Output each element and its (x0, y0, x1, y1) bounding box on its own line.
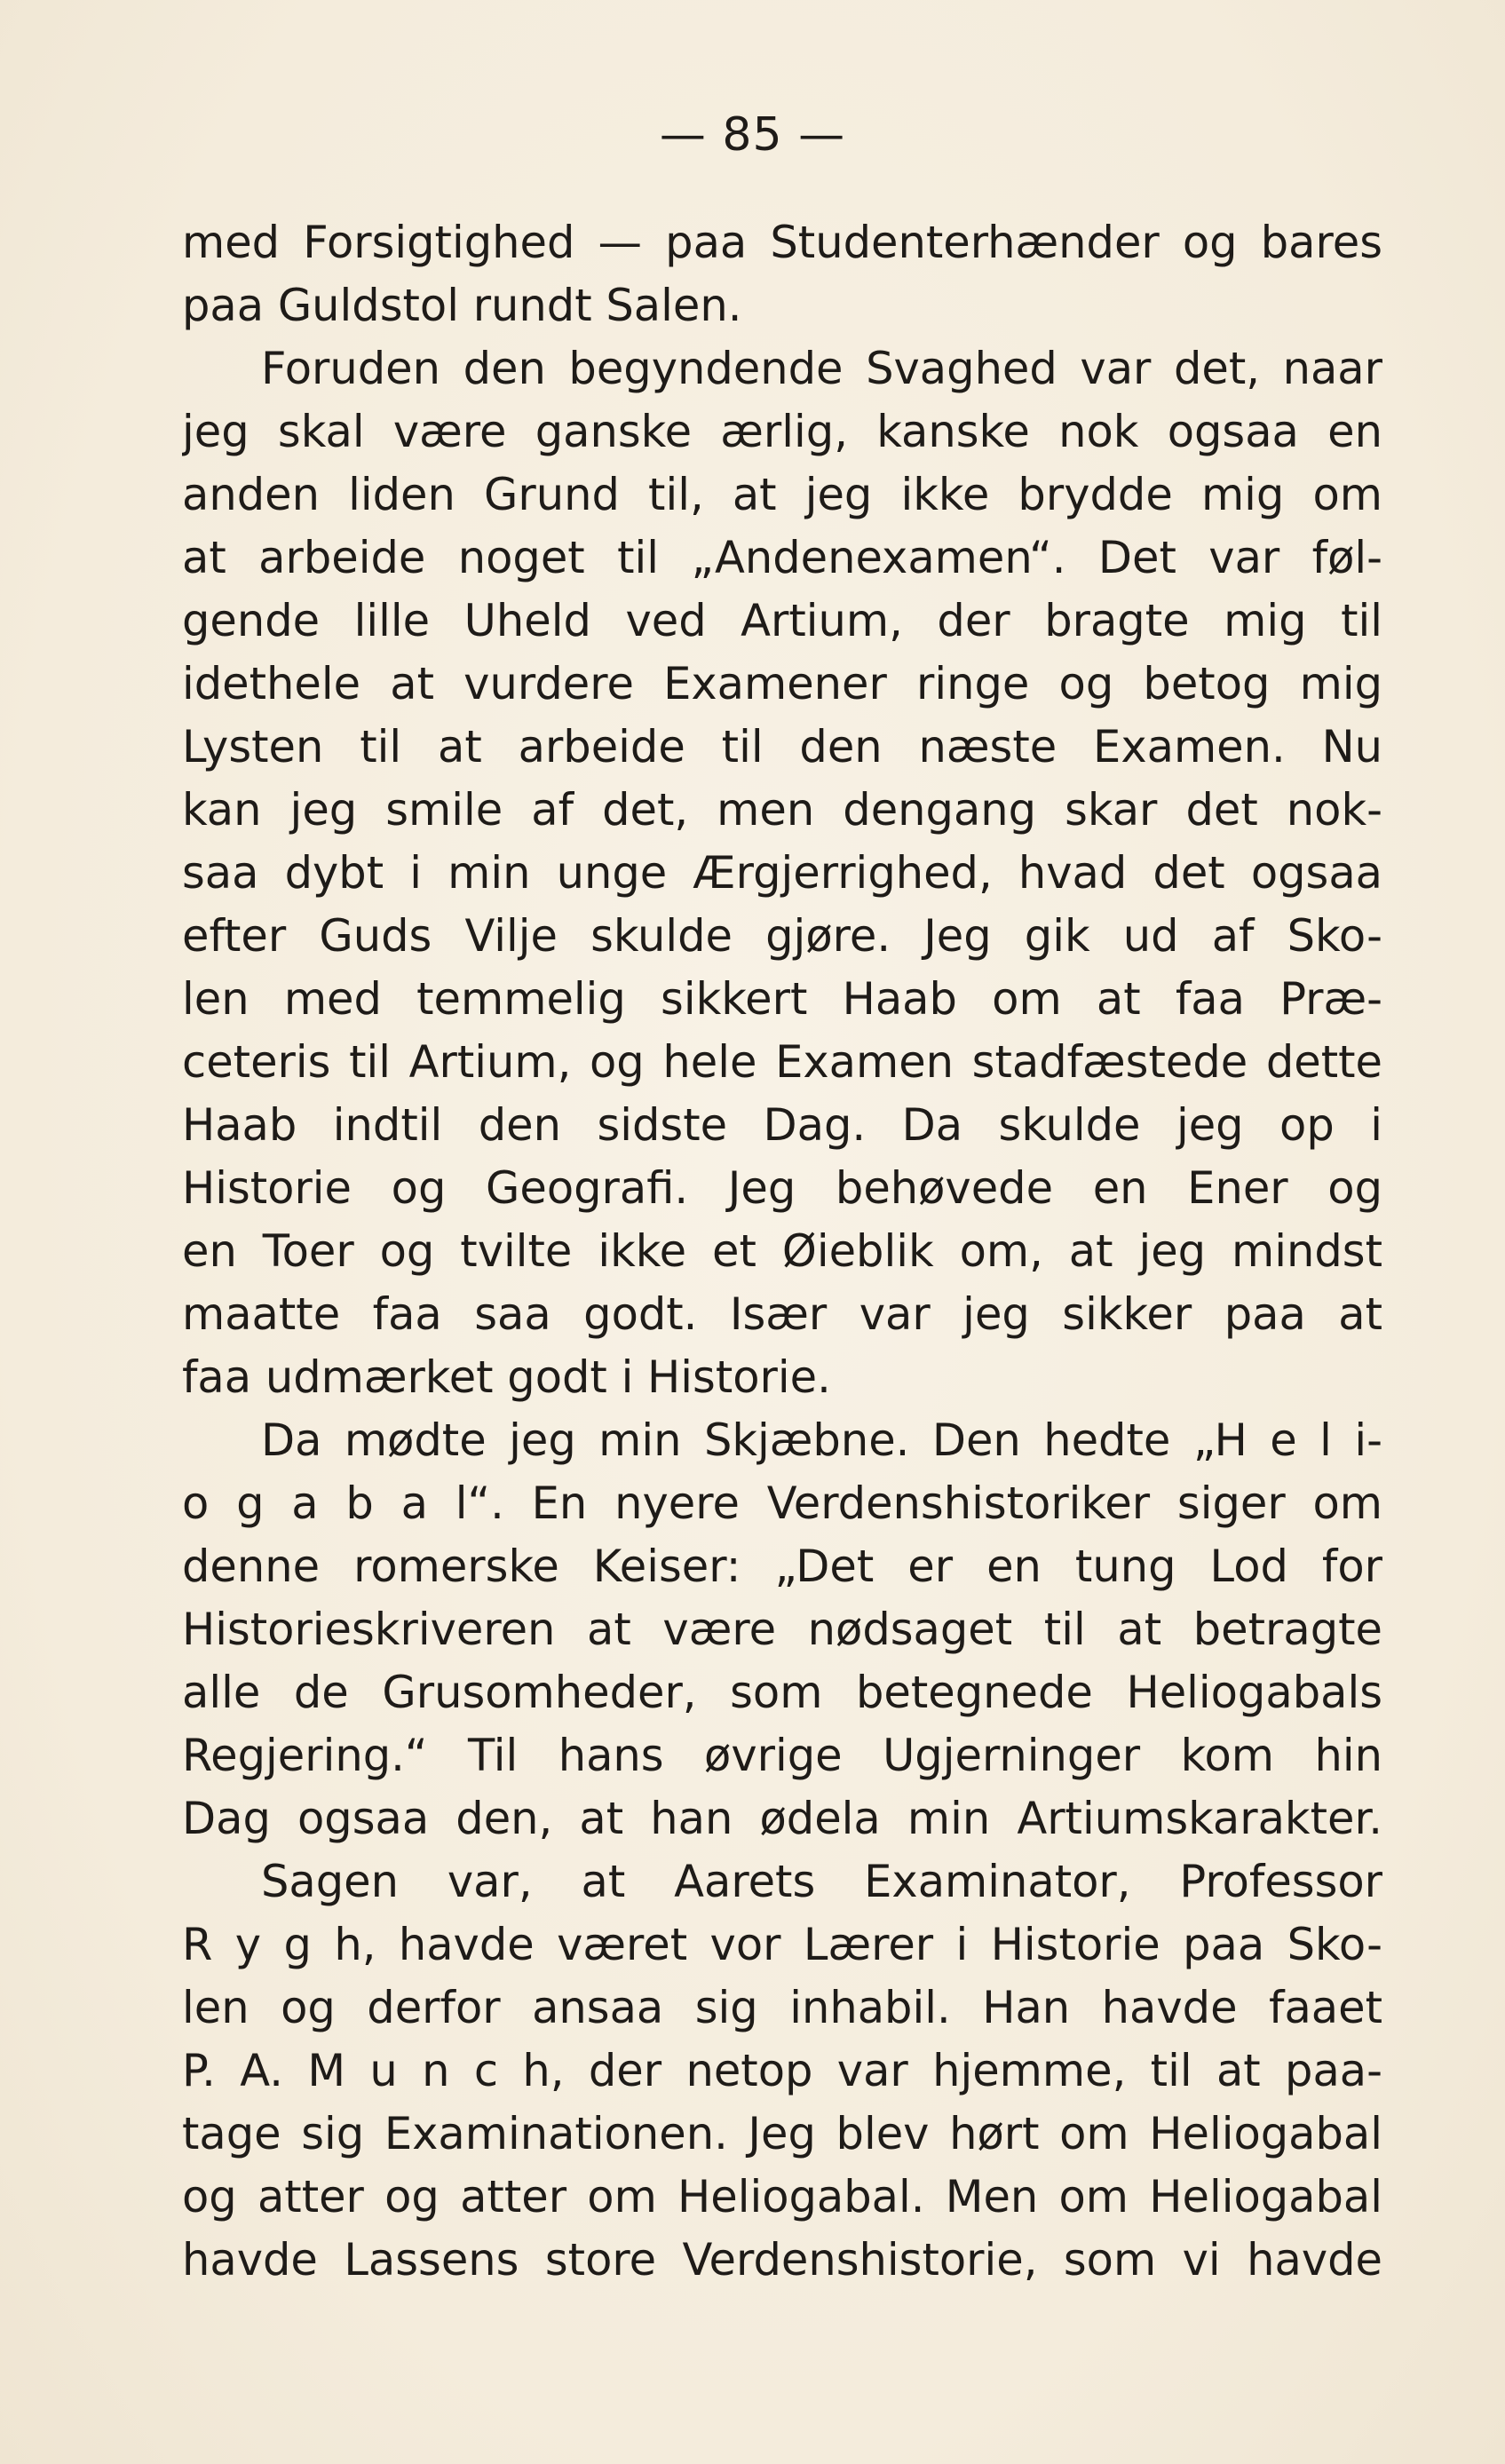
text-line: Haab indtil den sidste Dag. Da skulde jeg op i (182, 1099, 1382, 1151)
text-line: Historieskriveren at være nødsaget til at betragte (182, 1604, 1382, 1655)
text-line: Dag ogsaa den, at han ødela min Artiumskarakter. (182, 1793, 1382, 1844)
text-line: Sagen var, at Aarets Examinator, Professor (261, 1856, 1382, 1907)
text-line: R y g h, havde været vor Lærer i Historie paa Sko- (182, 1919, 1382, 1970)
text-line: Foruden den begyndende Svaghed var det, naar (261, 343, 1382, 394)
body-text (182, 211, 1382, 2292)
text-line: en Toer og tvilte ikke et Øieblik om, at jeg mindst (182, 1225, 1382, 1277)
text-line: Regjering.“ Til hans øvrige Ugjerninger kom hin (182, 1730, 1382, 1781)
text-line: Lysten til at arbeide til den næste Examen. Nu (182, 721, 1382, 772)
text-line: kan jeg smile af det, men dengang skar det nok- (182, 784, 1382, 836)
text-line: tage sig Examinationen. Jeg blev hørt om Heliogabal (182, 2108, 1382, 2159)
text-line: P. A. M u n c h, der netop var hjemme, til at paa- (182, 2045, 1382, 2096)
text-line: gende lille Uheld ved Artium, der bragte mig til (182, 595, 1382, 646)
text-line: faa udmærket godt i Historie. (182, 1351, 831, 1403)
text-line: saa dybt i min unge Ærgjerrighed, hvad det ogsaa (182, 847, 1382, 899)
page-number: — 85 — (659, 108, 846, 162)
text-line: med Forsigtighed — paa Studenterhænder og bares (182, 217, 1382, 268)
text-line: denne romerske Keiser: „Det er en tung Lod for (182, 1541, 1382, 1592)
text-line: efter Guds Vilje skulde gjøre. Jeg gik ud af Sko- (182, 910, 1382, 962)
text-line: len med temmelig sikkert Haab om at faa Præ- (182, 973, 1382, 1025)
text-line: anden liden Grund til, at jeg ikke brydde mig om (182, 469, 1382, 520)
text-line: maatte faa saa godt. Især var jeg sikker paa at (182, 1288, 1382, 1340)
text-line: idethele at vurdere Examener ringe og betog mig (182, 658, 1382, 709)
text-line: len og derfor ansaa sig inhabil. Han havde faaet (182, 1982, 1382, 2033)
text-line: alle de Grusomheder, som betegnede Heliogabals (182, 1667, 1382, 1718)
text-line: og atter og atter om Heliogabal. Men om Heliogabal (182, 2171, 1382, 2222)
text-line: o g a b a l“. En nyere Verdenshistoriker siger om (182, 1478, 1382, 1529)
text-line: ceteris til Artium, og hele Examen stadfæstede dette (182, 1036, 1382, 1088)
text-line: Historie og Geografi. Jeg behøvede en Ener og (182, 1162, 1382, 1214)
text-line: Da mødte jeg min Skjæbne. Den hedte „H e l i- (261, 1414, 1382, 1466)
text-line: havde Lassens store Verdenshistorie, som vi havde (182, 2234, 1382, 2286)
text-line: at arbeide noget til „Andenexamen“. Det var føl- (182, 532, 1382, 583)
text-line: paa Guldstol rundt Salen. (182, 280, 742, 331)
text-line: jeg skal være ganske ærlig, kanske nok ogsaa en (182, 406, 1382, 457)
